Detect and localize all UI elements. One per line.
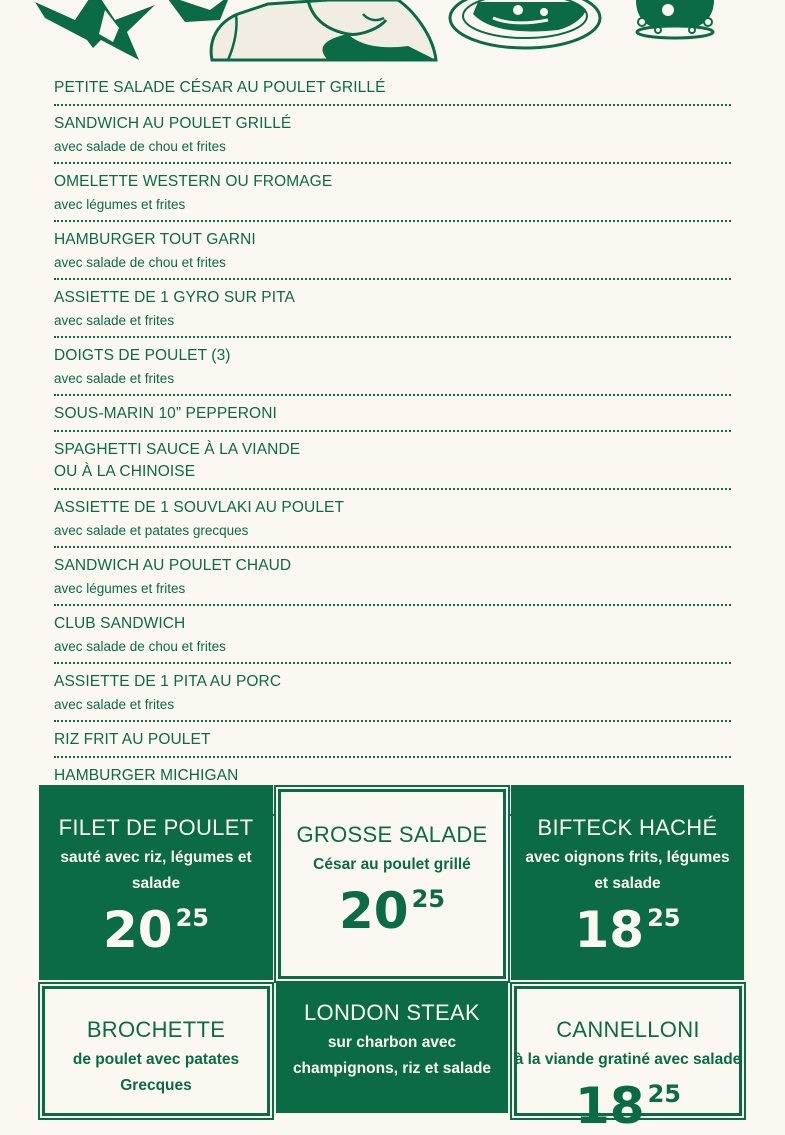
menu-item-name: ASSIETTE DE 1 SOUVLAKI AU POULET bbox=[54, 499, 345, 516]
menu-item bbox=[54, 396, 731, 432]
special-description: avec oignons frits, légumes et salade bbox=[525, 849, 730, 892]
menu-item-name: SANDWICH AU POULET GRILLÉ bbox=[54, 115, 292, 132]
price-cents: 25 bbox=[647, 1080, 681, 1108]
special-title: GROSSE SALADE bbox=[296, 822, 488, 847]
menu-item bbox=[54, 432, 731, 490]
price-main: 20 bbox=[339, 882, 409, 940]
menu-item bbox=[54, 664, 731, 722]
special-price bbox=[339, 882, 445, 940]
special-card bbox=[514, 986, 742, 1135]
special-title: BIFTECK HACHÉ bbox=[537, 815, 718, 840]
menu-item-name: SANDWICH AU POULET CHAUD bbox=[54, 557, 292, 574]
soup-bowl-illustration-icon bbox=[628, 0, 728, 60]
price-cents: 25 bbox=[411, 885, 445, 913]
menu-item-description: avec salade de chou et frites bbox=[54, 139, 226, 154]
special-card bbox=[42, 986, 270, 1116]
special-card bbox=[278, 789, 506, 979]
price-main: 18 bbox=[575, 1077, 645, 1135]
special-card bbox=[276, 983, 508, 1113]
menu-item bbox=[54, 490, 731, 548]
menu-item-name: SOUS-MARIN 10” PEPPERONI bbox=[54, 405, 277, 422]
menu-item bbox=[54, 548, 731, 606]
menu-item-description: avec salade et patates grecques bbox=[54, 523, 249, 538]
menu-item-name: RIZ FRIT AU POULET bbox=[54, 731, 211, 748]
menu-item bbox=[54, 606, 731, 664]
header-illustrations bbox=[0, 0, 785, 60]
chef-illustration-icon bbox=[208, 0, 438, 60]
menu-item bbox=[54, 164, 731, 222]
menu-item-name: PETITE SALADE CÉSAR AU POULET GRILLÉ bbox=[54, 79, 386, 96]
menu-item bbox=[54, 338, 731, 396]
menu-item-name: ASSIETTE DE 1 PITA AU PORC bbox=[54, 673, 282, 690]
menu-item-name: CLUB SANDWICH bbox=[54, 615, 186, 632]
special-price bbox=[103, 901, 209, 959]
price-main: 20 bbox=[103, 901, 173, 959]
special-title: LONDON STEAK bbox=[304, 1000, 480, 1025]
menu-item bbox=[54, 222, 731, 280]
special-price bbox=[574, 901, 681, 959]
special-description: à la viande gratiné avec salade bbox=[514, 1051, 742, 1068]
special-description: César au poulet grillé bbox=[313, 856, 471, 873]
menu-item-name: HAMBURGER TOUT GARNI bbox=[54, 231, 256, 248]
menu-item-name: ASSIETTE DE 1 GYRO SUR PITA bbox=[54, 289, 295, 306]
menu-item-name: HAMBURGER MICHIGAN bbox=[54, 767, 239, 784]
menu-item bbox=[54, 280, 731, 338]
price-main: 18 bbox=[574, 901, 645, 959]
menu-item-description: avec salade de chou et frites bbox=[54, 639, 226, 654]
menu-item-description: avec salade et frites bbox=[54, 313, 175, 328]
menu-item bbox=[54, 70, 731, 106]
special-title: BROCHETTE bbox=[86, 1017, 226, 1042]
menu-item bbox=[54, 722, 731, 758]
price-cents: 25 bbox=[175, 904, 209, 932]
special-price bbox=[575, 1077, 681, 1135]
menu-item-name: SPAGHETTI SAUCE À LA VIANDE OU À LA CHINOISE bbox=[54, 441, 301, 480]
special-description: de poulet avec patates Grecques bbox=[72, 1051, 240, 1094]
menu-item-description: avec salade et frites bbox=[54, 697, 175, 712]
special-card bbox=[39, 785, 273, 980]
menu-item-name: DOIGTS DE POULET (3) bbox=[54, 347, 231, 364]
menu-item bbox=[54, 106, 731, 164]
menu-item-description: avec légumes et frites bbox=[54, 581, 186, 596]
specials-grid bbox=[38, 784, 746, 1135]
star-burst-icon bbox=[35, 0, 235, 60]
special-title: CANNELLONI bbox=[556, 1017, 700, 1042]
special-description: sur charbon avec champignons, riz et salade bbox=[292, 1034, 492, 1077]
plate-illustration-icon bbox=[448, 0, 608, 60]
special-description: sauté avec riz, légumes et salade bbox=[60, 849, 252, 892]
special-card bbox=[511, 785, 744, 980]
menu-item-description: avec salade de chou et frites bbox=[54, 255, 226, 270]
menu-item-description: avec légumes et frites bbox=[54, 197, 186, 212]
menu-item-description: avec salade et frites bbox=[54, 371, 175, 386]
menu-item-name: OMELETTE WESTERN OU FROMAGE bbox=[54, 173, 333, 190]
special-title: FILET DE POULET bbox=[58, 815, 254, 840]
menu-list bbox=[54, 70, 731, 816]
price-cents: 25 bbox=[647, 904, 681, 932]
